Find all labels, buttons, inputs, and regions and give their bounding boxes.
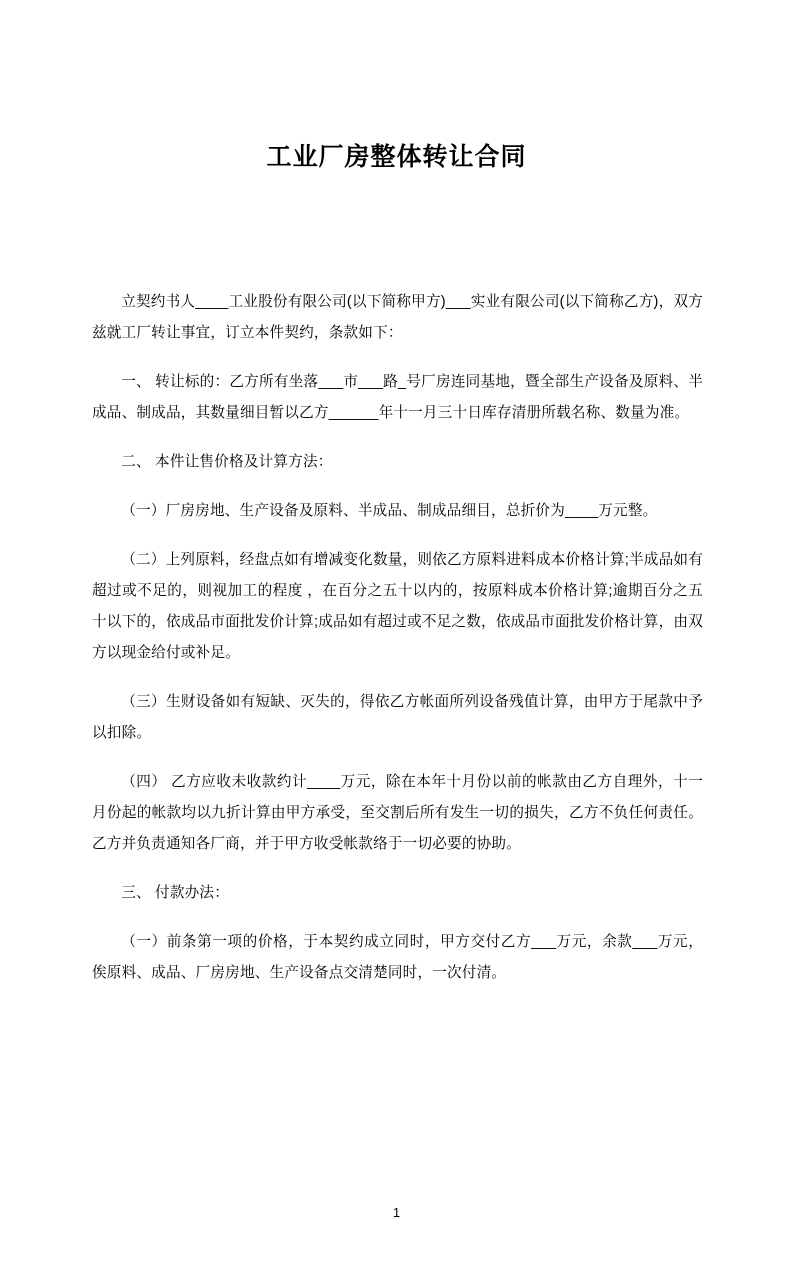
paragraph-5: （二）上列原料，经盘点如有增减变化数量，则依乙方原料进料成本价格计算;半成品如有超过或不足的，则视加工的程度 ，在百分之五十以内的，按原料成本价格计算;逾期百分之五十以下的，依成品市面批发价计算;成品如有超过或不足之数，依成品市面批发价格计算，由双方以现金给付或补足。	[92, 552, 703, 661]
paragraph-2: 一、 转让标的：乙方所有坐落___市___路_号厂房连同基地，暨全部生产设备及原料、半成品、制成品，其数量细目暂以乙方______年十一月三十日库存清册所载名称、数量为准。	[92, 374, 703, 421]
document-body	[0, 287, 793, 989]
document-page	[0, 140, 793, 1262]
paragraph-7: （四） 乙方应收未收款约计____万元，除在本年十月份以前的帐款由乙方自理外，十一月份起的帐款均以九折计算由甲方承受，至交割后所有发生一切的损失，乙方不负任何责任。乙方并负责通知各厂商，并于甲方收受帐款络于一切必要的协助。	[92, 774, 703, 852]
page-number: 1	[392, 1205, 401, 1220]
page-title: 工业厂房整体转让合同	[266, 143, 527, 171]
paragraph-9: （一）前条第一项的价格，于本契约成立同时，甲方交付乙方___万元，余款___万元，俟原料、成品、厂房房地、生产设备点交清楚同时，一次付清。	[92, 934, 703, 981]
paragraph-3: 二、 本件让售价格及计算方法：	[121, 454, 333, 470]
paragraph-8: 三、 付款办法：	[121, 885, 229, 901]
paragraph-6: （三）生财设备如有短缺、灭失的，得依乙方帐面所列设备残值计算，由甲方于尾款中予以扣除。	[92, 694, 703, 741]
paragraph-4: （一）厂房房地、生产设备及原料、半成品、制成品细目，总折价为____万元整。	[121, 503, 658, 519]
paragraph-1: 立契约书人____工业股份有限公司(以下简称甲方)___实业有限公司(以下简称乙方)，双方兹就工厂转让事宜，订立本件契约，条款如下：	[92, 294, 703, 341]
